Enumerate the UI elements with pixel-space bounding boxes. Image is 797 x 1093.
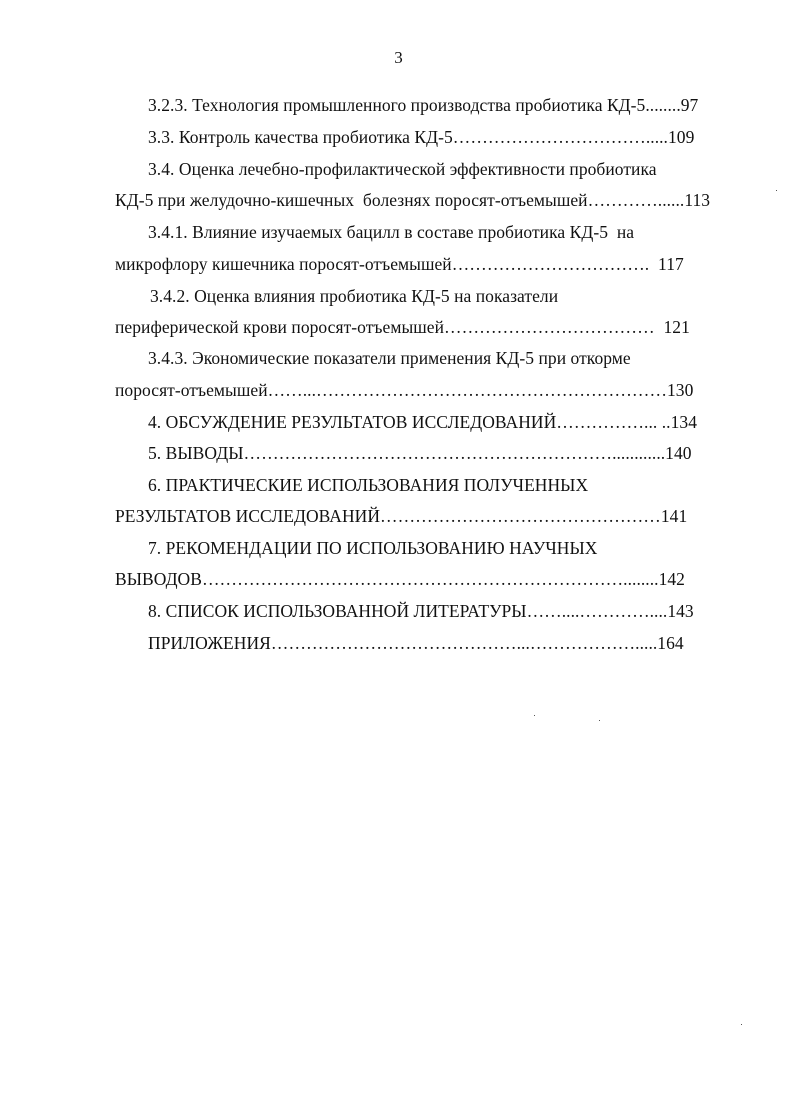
- toc-entry-6-line-1: 6. ПРАКТИЧЕСКИЕ ИСПОЛЬЗОВАНИЯ ПОЛУЧЕННЫХ: [148, 475, 589, 495]
- toc-entry-3-4-3-line-2: поросят-отъемышей……...……………………………………………………130: [115, 380, 694, 400]
- toc-entry-4-line-1: 4. ОБСУЖДЕНИЕ РЕЗУЛЬТАТОВ ИССЛЕДОВАНИЙ……………... ..134: [148, 412, 697, 432]
- toc-entry-6-line-2: РЕЗУЛЬТАТОВ ИССЛЕДОВАНИЙ…………………………………………141: [115, 506, 688, 526]
- toc-entry-8-line-1: 8. СПИСОК ИСПОЛЬЗОВАННОЙ ЛИТЕРАТУРЫ……....…………....143: [148, 601, 694, 621]
- toc-entry-7-line-2: ВЫВОДОВ………………………………………………………………........142: [115, 569, 685, 589]
- toc-entry-3-4-2-line-2: периферической крови поросят-отъемышей……………………………… 121: [115, 317, 690, 337]
- toc-entry-3-4-line-2: КД-5 при желудочно-кишечных болезнях поросят-отъемышей…………......113: [115, 190, 711, 210]
- toc-entry-7-line-1: 7. РЕКОМЕНДАЦИИ ПО ИСПОЛЬЗОВАНИЮ НАУЧНЫХ: [148, 538, 598, 558]
- toc-entry-appendix-line-1: ПРИЛОЖЕНИЯ……………………………………...……………….....164: [148, 633, 684, 653]
- scan-speck: [534, 715, 535, 716]
- page-number: 3: [394, 48, 403, 67]
- toc-entry-3-3-line-1: 3.3. Контроль качества пробиотика КД-5…………………………….....109: [148, 127, 695, 147]
- toc-entry-3-2-3-line-1: 3.2.3. Технология промышленного производства пробиотика КД-5........97: [148, 95, 699, 115]
- toc-entry-3-4-1-line-1: 3.4.1. Влияние изучаемых бацилл в составе пробиотика КД-5 на: [148, 222, 635, 242]
- toc-entry-3-4-1-line-2: микрофлору кишечника поросят-отъемышей……………………………. 117: [115, 254, 684, 274]
- toc-entry-3-4-2-line-1: 3.4.2. Оценка влияния пробиотика КД-5 на показатели: [150, 286, 559, 306]
- scan-speck: [741, 1024, 742, 1025]
- toc-entry-3-4-line-1: 3.4. Оценка лечебно-профилактической эффективности пробиотика: [148, 159, 657, 179]
- scan-speck: [599, 720, 600, 721]
- toc-entry-3-4-3-line-1: 3.4.3. Экономические показатели применения КД-5 при откорме: [148, 348, 631, 368]
- scan-speck: [776, 190, 777, 191]
- toc-entry-5-line-1: 5. ВЫВОДЫ………………………………………………………............140: [148, 443, 692, 463]
